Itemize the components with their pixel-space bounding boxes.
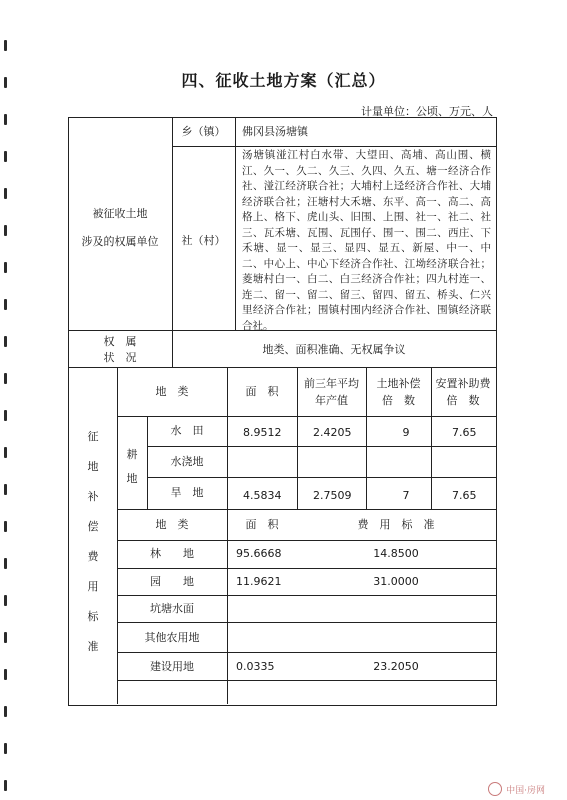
ownership-label-line1: 权 属 <box>103 335 137 348</box>
grid-line <box>117 680 496 681</box>
side-char: 地 <box>87 460 99 473</box>
side-char: 标 <box>87 610 99 623</box>
grid-line <box>235 117 236 330</box>
binding-hole <box>4 632 7 643</box>
paddy-land-multiple: 9 <box>402 426 410 439</box>
binding-hole <box>4 40 7 51</box>
binding-hole <box>4 114 7 125</box>
township-label: 乡（镇） <box>181 125 226 138</box>
header-avg-output: 年产值 <box>315 394 348 407</box>
binding-hole <box>4 669 7 680</box>
header-area: 面 积 <box>245 385 279 398</box>
header2-fee-standard: 费 用 标 准 <box>357 518 435 531</box>
village-label: 社（村） <box>181 234 226 247</box>
unit-note: 计量单位：公顷、万元、人 <box>361 105 493 118</box>
irrigated-type: 水浇地 <box>170 455 204 468</box>
grid-line <box>117 416 496 417</box>
land-units-label-line1: 被征收土地 <box>92 207 148 220</box>
binding-hole <box>4 225 7 236</box>
paddy-area: 8.9512 <box>243 426 282 439</box>
header-land-multiple: 土地补偿 <box>376 377 421 390</box>
header-avg-output: 前三年平均 <box>304 377 359 390</box>
dry-land-multiple: 7 <box>402 489 410 502</box>
side-char: 征 <box>87 430 99 443</box>
binding-hole <box>4 188 7 199</box>
page-title: 四、征收土地方案（汇总） <box>181 71 386 90</box>
grid-line <box>117 540 496 541</box>
binding-hole <box>4 706 7 717</box>
header-land-multiple: 倍 数 <box>382 394 415 407</box>
binding-hole <box>4 447 7 458</box>
binding-hole <box>4 558 7 569</box>
binding-hole <box>4 299 7 310</box>
grid-line <box>227 367 228 704</box>
cultivated-char: 地 <box>126 472 138 485</box>
forest-fee: 14.8500 <box>373 547 419 560</box>
ownership-label-line2: 状 况 <box>103 351 137 364</box>
paddy-avg-output: 2.4205 <box>313 426 352 439</box>
binding-hole <box>4 521 7 532</box>
header-land-type: 地 类 <box>155 385 189 398</box>
cultivated-land-label <box>125 446 139 486</box>
header2-land-type: 地 类 <box>155 518 189 531</box>
pond-type: 坑塘水面 <box>150 602 194 615</box>
grid-line <box>117 652 496 653</box>
binding-hole <box>4 484 7 495</box>
garden-fee: 31.0000 <box>373 575 419 588</box>
binding-hole <box>4 780 7 791</box>
watermark-text: 中国·房网 <box>506 786 545 796</box>
binding-hole <box>4 151 7 162</box>
binding-hole <box>4 743 7 754</box>
side-char: 准 <box>87 640 99 653</box>
dry-type: 旱 地 <box>170 486 204 499</box>
construction-fee: 23.2050 <box>373 660 419 673</box>
dry-area: 4.5834 <box>243 489 282 502</box>
village-value: 汤塘镇湴江村白水带、大望田、高埔、高山围、横江、久一、久二、久三、久四、久五、塘一经济合作社、湴江经济联合社；大埔村上迳经济合作社、大埔经济联合社；汪塘村大禾塘、东平、高一、高二、高格上、格下、虎山头、旧围、上围、社一、社二、社三、瓦禾塘、瓦围、瓦围仔、围一、围二、西庄、下禾塘、显一、显三、显四、显五、新屋、中一、中二、中心上、中心下经济合作社、江坳经济联合社；菱塘村白一、白二、白三经济合作社；四九村连一、连二、留一、留二、留三、留四、留五、桥头、仁兴里经济合作社；围镇村围内经济合作社、围镇经济联合社。 <box>242 149 491 332</box>
dry-avg-output: 2.7509 <box>313 489 352 502</box>
side-char: 费 <box>87 550 99 563</box>
construction-area: 0.0335 <box>236 660 275 673</box>
grid-line <box>117 595 496 596</box>
cultivated-char: 耕 <box>126 448 138 461</box>
other-agri-type: 其他农用地 <box>144 631 200 644</box>
header2-area: 面 积 <box>245 518 279 531</box>
paddy-resettle-multiple: 7.65 <box>452 426 477 439</box>
grid-line <box>147 477 496 478</box>
compensation-side-label <box>86 428 100 654</box>
ownership-status: 地类、面积准确、无权属争议 <box>262 343 406 356</box>
township-value: 佛冈县汤塘镇 <box>242 125 308 138</box>
binding-marks <box>0 0 14 800</box>
grid-line <box>117 509 496 510</box>
grid-line <box>117 622 496 623</box>
side-char: 用 <box>87 580 99 593</box>
garden-type: 园 地 <box>150 575 194 588</box>
grid-line <box>117 568 496 569</box>
dry-resettle-multiple: 7.65 <box>452 489 477 502</box>
grid-line <box>147 446 496 447</box>
binding-hole <box>4 410 7 421</box>
side-char: 补 <box>87 490 99 503</box>
grid-line <box>117 367 118 704</box>
side-char: 偿 <box>87 520 99 533</box>
watermark-logo-icon <box>488 782 502 796</box>
land-units-label-line2: 涉及的权属单位 <box>81 235 159 248</box>
binding-hole <box>4 336 7 347</box>
binding-hole <box>4 373 7 384</box>
header-resettle-multiple: 倍 数 <box>446 394 480 407</box>
binding-hole <box>4 595 7 606</box>
watermark <box>488 782 545 796</box>
header-resettle-multiple: 安置补助费 <box>435 377 491 390</box>
binding-hole <box>4 262 7 273</box>
construction-type: 建设用地 <box>150 660 194 673</box>
forest-area: 95.6668 <box>236 547 282 560</box>
grid-line <box>172 146 496 147</box>
paddy-type: 水 田 <box>170 424 204 437</box>
garden-area: 11.9621 <box>236 575 282 588</box>
forest-type: 林 地 <box>150 547 194 560</box>
